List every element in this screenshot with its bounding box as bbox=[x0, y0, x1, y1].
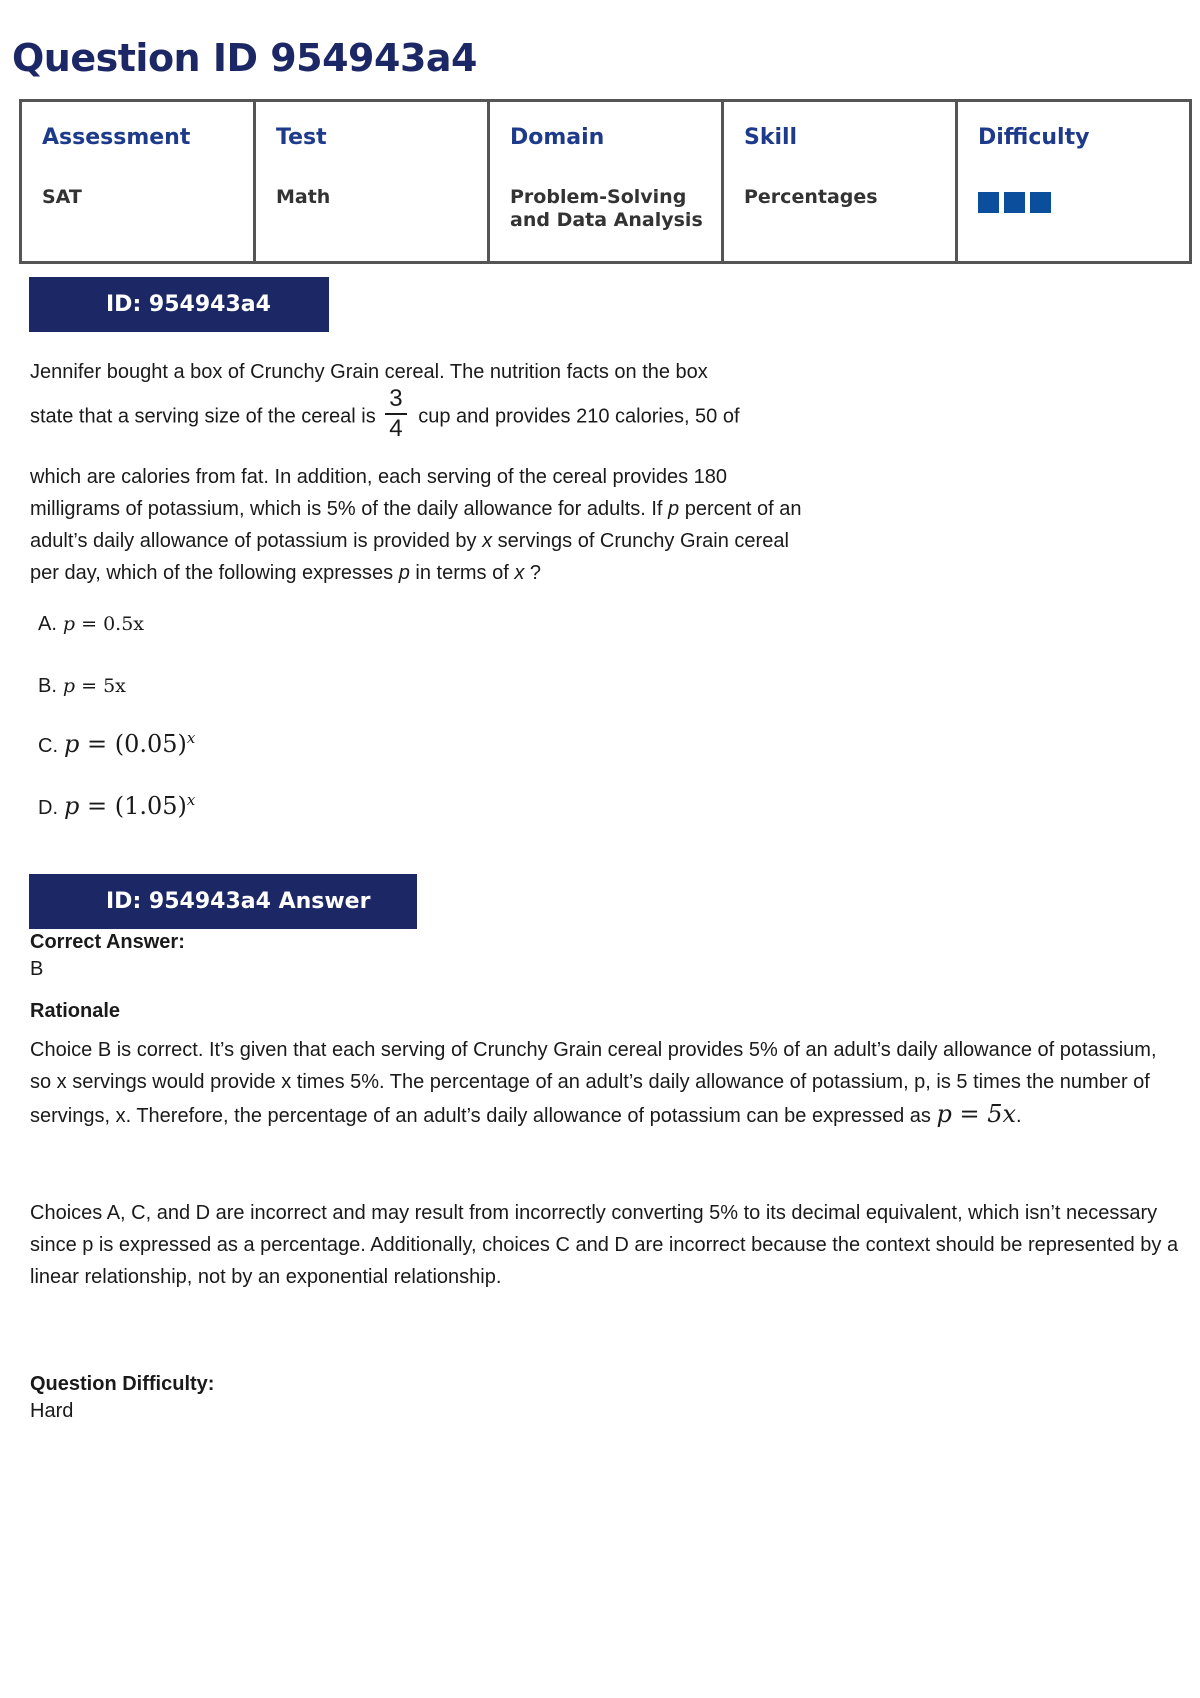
choice-equals: = bbox=[79, 730, 115, 758]
variable-x: x bbox=[482, 530, 493, 552]
correct-answer-value: B bbox=[30, 958, 44, 980]
choice-letter: C. bbox=[38, 735, 58, 757]
question-text-line2-pre: state that a serving size of the cereal is bbox=[30, 405, 376, 428]
question-text-line1: Jennifer bought a box of Crunchy Grain cereal. The nutrition facts on the box bbox=[30, 361, 708, 383]
domain-value-line2: and Data Analysis bbox=[510, 209, 703, 231]
choice-exponent: x bbox=[186, 791, 196, 809]
assessment-value: SAT bbox=[42, 186, 82, 208]
choice-equals: = bbox=[79, 792, 115, 820]
test-value: Math bbox=[276, 186, 331, 208]
question-text-part: percent of an adult’s daily allowance of potassium is provided by bbox=[30, 498, 802, 552]
choice-expression bbox=[63, 613, 144, 635]
correct-answer-label: Correct Answer: bbox=[30, 931, 185, 953]
choice-rhs: (0.05) bbox=[114, 730, 187, 758]
answer-id-banner: ID: 954943a4 Answer bbox=[29, 874, 417, 929]
choice-a[interactable] bbox=[38, 613, 144, 636]
rationale-paragraph-2: Choices A, C, and D are incorrect and may result from incorrectly converting 5% to its decimal equivalent, which isn’t necessary since p is expressed as a percentage. Additionally, choices C and D are incorrect because the context should be represented by a linear relationship, not by an exponential relationship. bbox=[30, 1202, 1179, 1288]
question-text-body bbox=[30, 461, 810, 589]
fraction-numerator: 3 bbox=[385, 385, 406, 415]
rationale-equation: p = 5x bbox=[936, 1100, 1017, 1128]
choice-equals: = bbox=[75, 675, 104, 697]
skill-cell bbox=[723, 101, 957, 263]
choice-exponent: x bbox=[186, 729, 196, 747]
question-metadata-table bbox=[19, 99, 1192, 264]
difficulty-bar bbox=[1004, 192, 1025, 213]
question-text-part: which are calories from fat. In addition, each serving of the cereal provides 180 milligrams of potassium, which is 5% of the daily allowance for adults. If bbox=[30, 466, 728, 520]
skill-header: Skill bbox=[744, 125, 798, 150]
question-difficulty-label: Question Difficulty: bbox=[30, 1373, 215, 1395]
choice-d[interactable] bbox=[38, 791, 195, 820]
choice-rhs: (1.05) bbox=[114, 792, 187, 820]
question-text-part: ? bbox=[524, 562, 542, 584]
choice-lhs: p bbox=[64, 730, 80, 758]
choice-lhs: p bbox=[62, 675, 76, 697]
choice-c[interactable] bbox=[38, 729, 195, 758]
choice-expression bbox=[64, 730, 195, 758]
variable-p: p bbox=[668, 498, 680, 520]
choice-rhs: 0.5x bbox=[103, 613, 145, 635]
question-text-part: in terms of bbox=[409, 562, 515, 584]
choice-letter: B. bbox=[38, 675, 57, 697]
variable-x: x bbox=[514, 562, 525, 584]
skill-value: Percentages bbox=[744, 186, 878, 208]
question-id-banner: ID: 954943a4 bbox=[29, 277, 329, 332]
difficulty-header: Difficulty bbox=[978, 125, 1090, 150]
difficulty-indicator bbox=[978, 192, 1189, 213]
rationale-label: Rationale bbox=[30, 1000, 121, 1022]
question-text-line2 bbox=[30, 385, 830, 446]
choice-lhs: p bbox=[64, 792, 80, 820]
assessment-cell bbox=[21, 101, 255, 263]
fraction-denominator: 4 bbox=[389, 415, 403, 442]
difficulty-cell bbox=[957, 101, 1191, 263]
domain-header: Domain bbox=[510, 125, 605, 150]
choice-b[interactable] bbox=[38, 675, 126, 698]
domain-cell bbox=[489, 101, 723, 263]
choice-rhs: 5x bbox=[103, 675, 126, 697]
question-text-line2-post: cup and provides 210 calories, 50 of bbox=[418, 405, 740, 428]
variable-p: p bbox=[398, 562, 410, 584]
choice-letter: A. bbox=[38, 613, 57, 635]
domain-value-line1: Problem-Solving bbox=[510, 186, 687, 208]
rationale-paragraph-1 bbox=[30, 1034, 1180, 1132]
choice-expression bbox=[63, 675, 126, 697]
domain-value bbox=[510, 186, 721, 232]
page-title: Question ID 954943a4 bbox=[12, 36, 477, 80]
difficulty-bar bbox=[1030, 192, 1051, 213]
rationale-text: Choice B is correct. It’s given that each serving of Crunchy Grain cereal provides 5% of an adult’s daily allowance of potassium, so x servings would provide x times 5%. The percentage of an adult’s daily allowance of potassium, p, is 5 times the number of servings, x. Therefore, the percentage of an adult’s daily allowance of potassium can be expressed as bbox=[30, 1039, 1157, 1127]
choice-expression bbox=[64, 792, 195, 820]
question-difficulty-value: Hard bbox=[30, 1400, 74, 1422]
question-text-part: servings of Crunchy Grain cereal per day, which of the following expresses bbox=[30, 530, 789, 584]
rationale-text-end: . bbox=[1016, 1105, 1022, 1127]
assessment-header: Assessment bbox=[42, 125, 191, 150]
fraction-three-quarters bbox=[385, 385, 406, 443]
difficulty-bar bbox=[978, 192, 999, 213]
choice-letter: D. bbox=[38, 797, 58, 819]
choice-lhs: p bbox=[62, 613, 76, 635]
test-cell bbox=[255, 101, 489, 263]
choice-equals: = bbox=[75, 613, 104, 635]
test-header: Test bbox=[276, 125, 327, 150]
